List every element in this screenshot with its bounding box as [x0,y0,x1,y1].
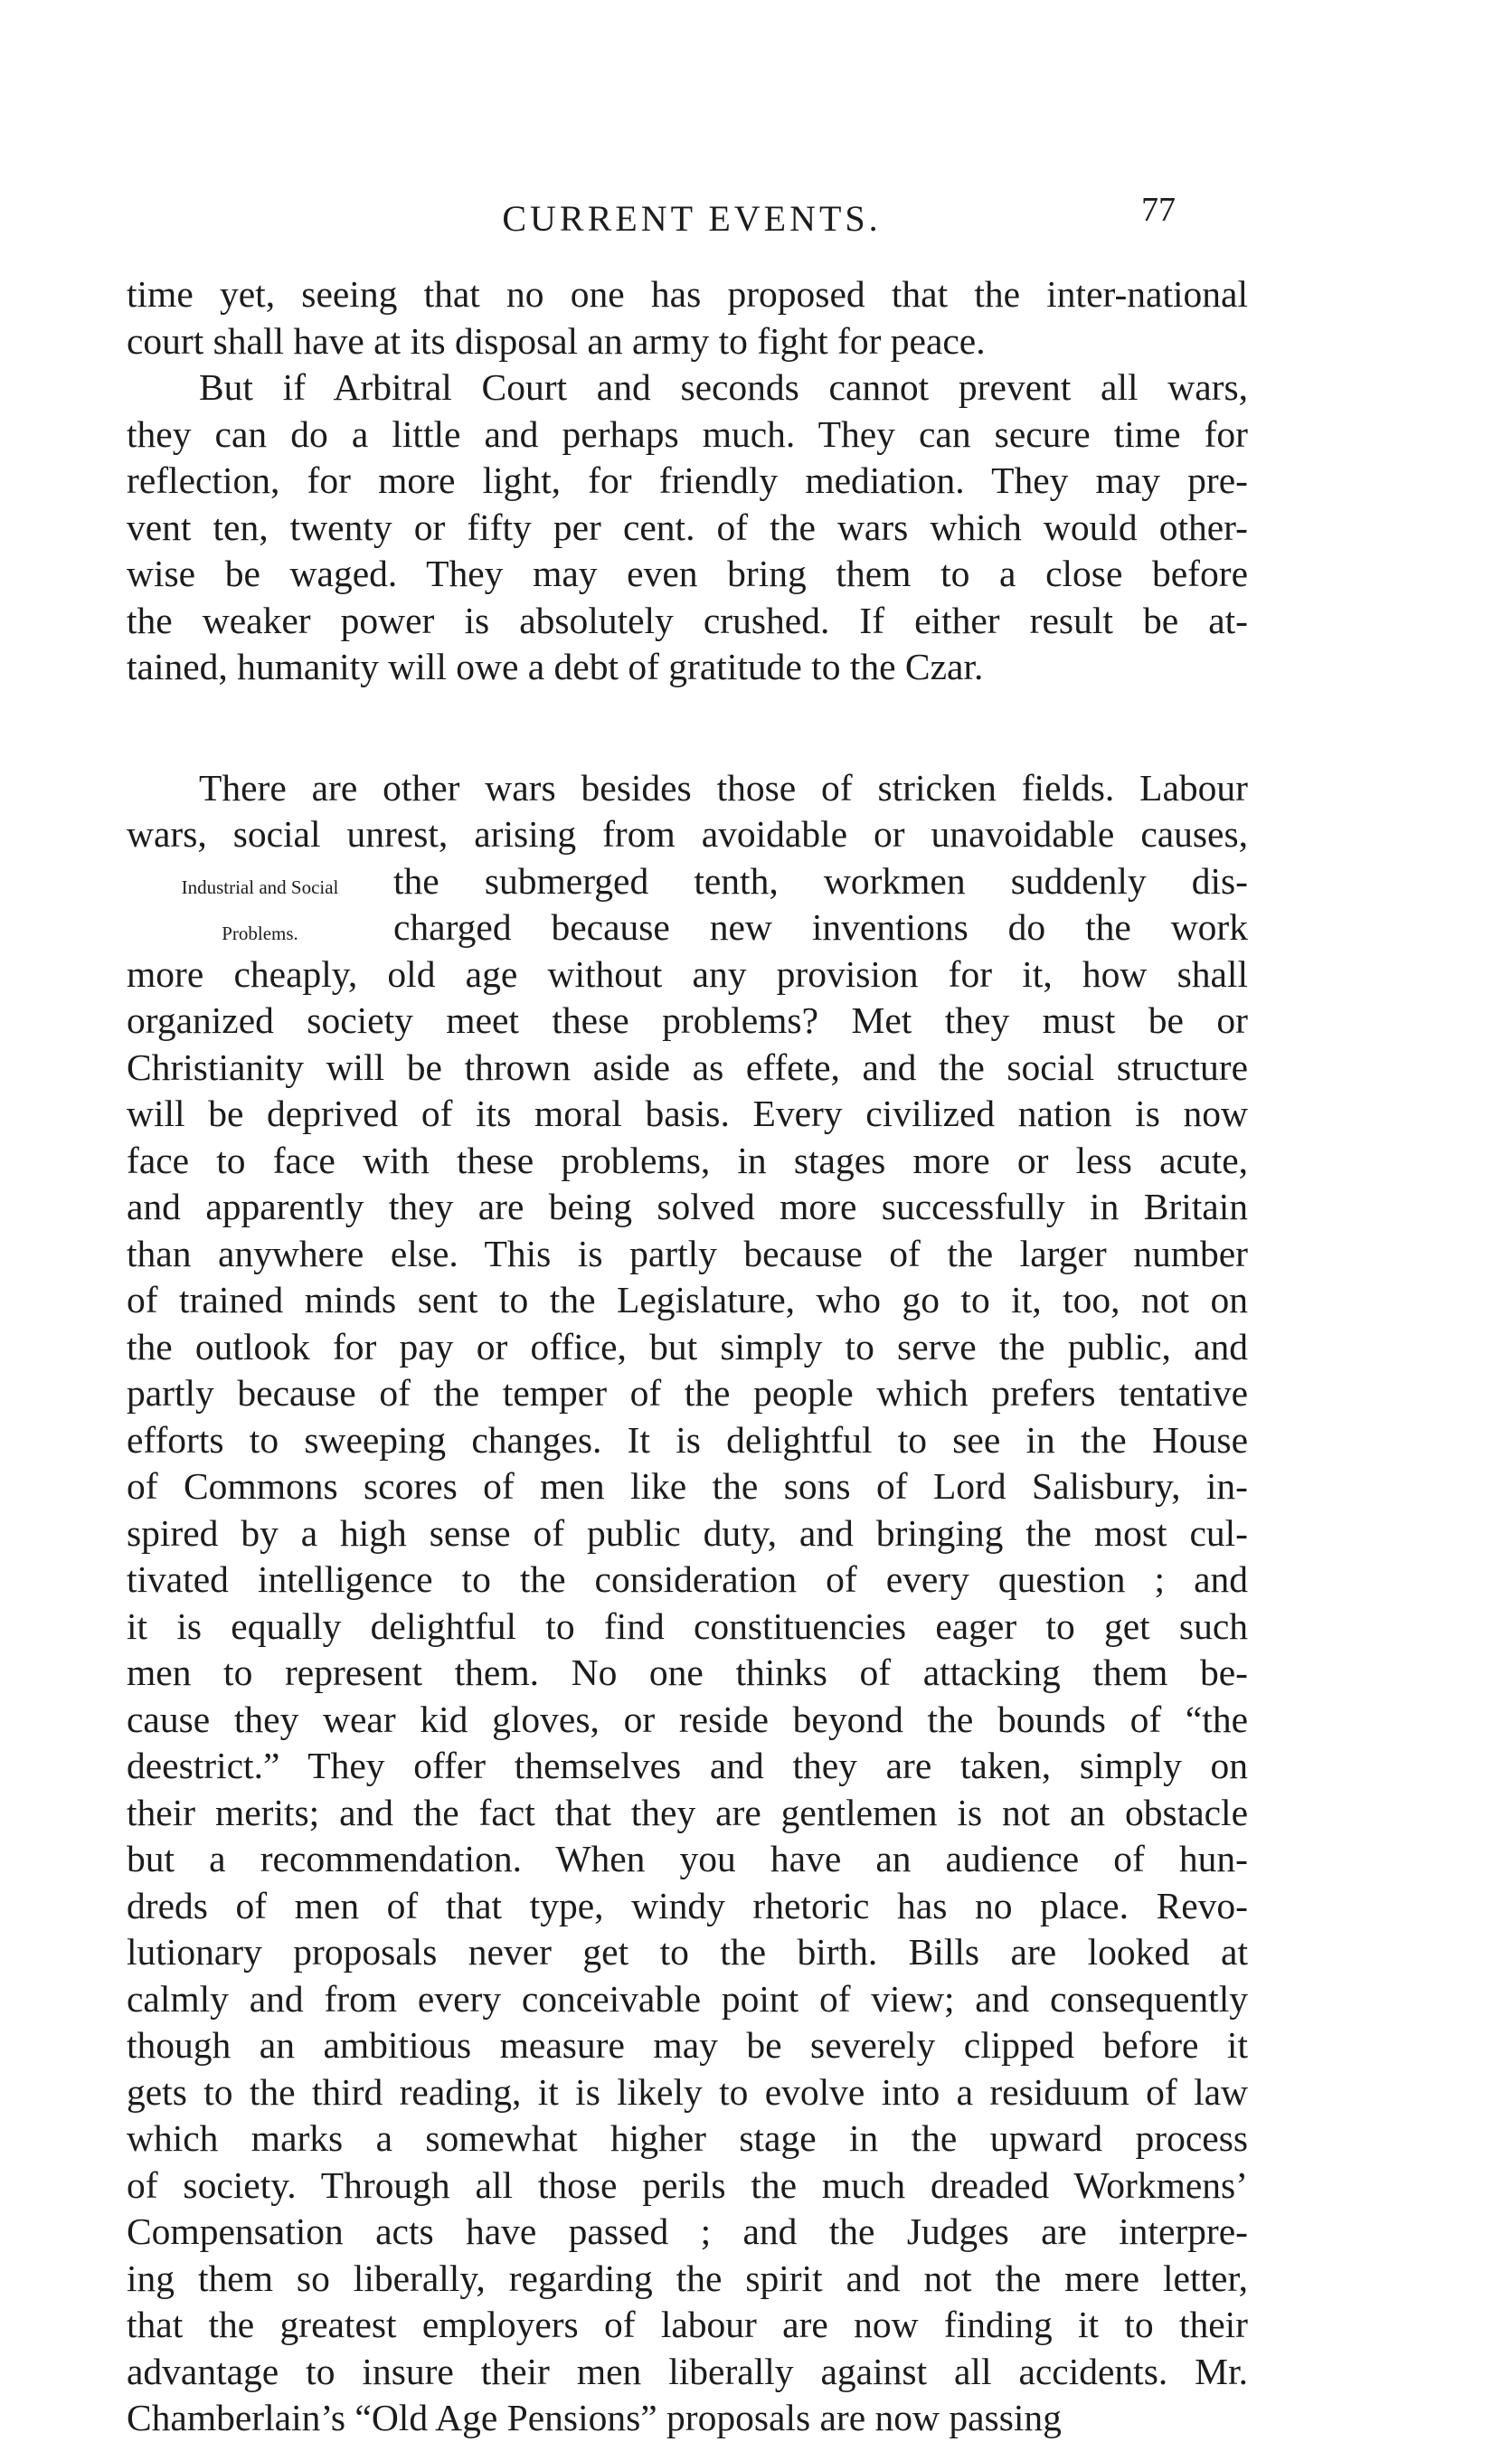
text-line: that the greatest employers of labour are now finding it to their [127,2304,1248,2345]
text-line: lutionary proposals never get to the birth. Bills are looked at [127,1931,1248,1973]
text-line: more cheaply, old age without any provision for it, how shall [127,952,1248,995]
text-line: organized society meet these problems? Met they must be or [127,999,1248,1041]
text-line: which marks a somewhat higher stage in the upward process [127,2117,1248,2159]
text-line: wise be waged. They may even bring them to a close before [127,553,1248,594]
text-line-with-margin-note [127,858,1248,905]
text-line: calmly and from every conceivable point of view; and consequently [127,1977,1248,2020]
text-line: vent ten, twenty or fifty per cent. of the wars which would other- [127,506,1248,548]
text-line: the weaker power is absolutely crushed. If either result be at- [127,599,1248,641]
text-line: but a recommendation. When you have an audience of hun- [127,1838,1248,1879]
text-line: efforts to sweeping changes. It is delightful to see in the House [127,1418,1248,1461]
text-line: and apparently they are being solved more successfully in Britain [127,1186,1248,1227]
text-line: men to represent them. No one thinks of attacking them be- [127,1652,1248,1693]
text-line: reflection, for more light, for friendly mediation. They may pre- [127,459,1248,501]
text-line: tained, humanity will owe a debt of gratitude to the Czar. [127,646,984,687]
page-number: 77 [1141,191,1176,229]
text-line: partly because of the temper of the people which prefers tentative [127,1372,1248,1414]
text-line: of trained minds sent to the Legislature, who go to it, too, not on [127,1279,1248,1320]
text-line: wars, social unrest, arising from avoidable or unavoidable causes, [127,813,1248,855]
text-line: advantage to insure their men liberally against all accidents. Mr. [127,2350,1248,2392]
text-line: tivated intelligence to the consideration of every question ; and [127,1558,1248,1600]
text-line: though an ambitious measure may be severely clipped before it [127,2024,1248,2066]
text-line: But if Arbitral Court and seconds cannot prevent all wars, [199,366,1248,408]
running-title: CURRENT EVENTS. [502,198,882,239]
text-line: charged because new inventions do the work [393,906,1248,948]
text-line: face to face with these problems, in stages more or less acute, [127,1139,1248,1181]
running-head [0,191,1512,251]
paragraph-gap [127,691,1248,765]
text-line: cause they wear kid gloves, or reside beyond the bounds of “the [127,1698,1248,1740]
text-line: spired by a high sense of public duty, and bringing the most cul- [127,1511,1248,1554]
text-line: deestrict.” They offer themselves and they are taken, simply on [127,1745,1248,1786]
margin-note: Problems. [222,923,298,944]
text-line: will be deprived of its moral basis. Every civilized nation is now [127,1093,1248,1134]
text-line: ing them so liberally, regarding the spirit and not the mere letter, [127,2257,1248,2299]
text-line: Chamberlain’s “Old Age Pensions” proposals are now passing [127,2397,1062,2438]
text-line: There are other wars besides those of stricken fields. Labour [199,766,1248,809]
text-line: time yet, seeing that no one has proposed that the inter-national [127,273,1248,315]
text-line: the submerged tenth, workmen suddenly dis- [393,859,1248,902]
text-line: the outlook for pay or office, but simply to serve the public, and [127,1325,1248,1368]
text-line: dreds of men of that type, windy rhetoric has no place. Revo- [127,1884,1248,1926]
text-line-with-margin-note [127,904,1248,951]
text-line: than anywhere else. This is partly because of the larger number [127,1232,1248,1274]
text-line: they can do a little and perhaps much. They can secure time for [127,412,1248,455]
text-line: of Commons scores of men like the sons of Lord Salisbury, in- [127,1465,1248,1507]
text-line: it is equally delightful to find constituencies eager to get such [127,1604,1248,1647]
text-line: court shall have at its disposal an army to fight for peace. [127,319,986,362]
body-text [127,271,1248,2442]
text-line: of society. Through all those perils the much dreaded Workmens’ [127,2163,1248,2206]
text-line: their merits; and the fact that they are gentlemen is not an obstacle [127,1791,1248,1833]
text-line: Christianity will be thrown aside as effete, and the social structure [127,1046,1248,1088]
text-line: gets to the third reading, it is likely to evolve into a residuum of law [127,2070,1248,2113]
text-line: Compensation acts have passed ; and the Judges are interpre- [127,2210,1248,2252]
margin-note: Industrial and Social [181,876,339,898]
